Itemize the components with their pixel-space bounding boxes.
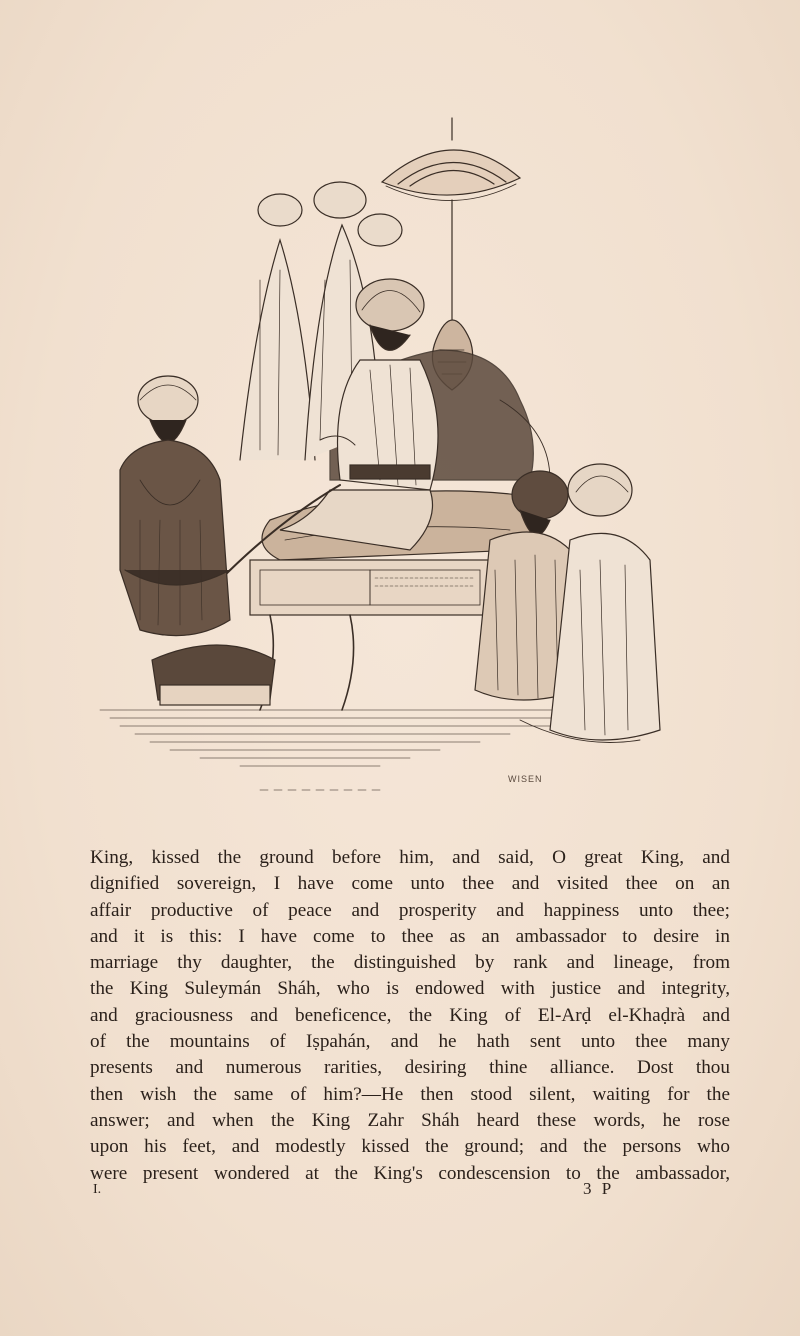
text-line: dignified sovereign, I have come unto thee and visited thee on an (90, 873, 730, 895)
text-line: and it is this: I have come to thee as an ambassador to desire in (90, 925, 730, 947)
text-line: were present wondered at the King's condescension to the ambassador, (90, 1162, 730, 1184)
text-line: then wish the same of him?—He then stood silent, waiting for the (90, 1083, 730, 1105)
text-line: upon his feet, and modestly kissed the ground; and the persons who (90, 1136, 730, 1158)
text-line: and graciousness and beneficence, the King of El-Arḍ el-Khaḍrà and (90, 1004, 730, 1026)
text-line: affair productive of peace and prosperity and happiness unto thee; (90, 899, 730, 921)
text-line: marriage thy daughter, the distinguished by rank and lineage, from (90, 952, 730, 974)
signature-mark: 3 P (583, 1179, 615, 1198)
text-line: presents and numerous rarities, desiring thine alliance. Dost thou (90, 1057, 730, 1079)
volume-mark: I. (93, 1182, 102, 1197)
text-line: King, kissed the ground before him, and said, O great King, and (90, 847, 730, 868)
parasol (382, 118, 520, 390)
kneeling-man-left (120, 376, 230, 636)
engraving-illustration (80, 100, 680, 820)
text-line: answer; and when the King Zahr Sháh heard these words, he rose (90, 1109, 730, 1131)
text-line: the King Suleymán Sháh, who is endowed with justice and integrity, (90, 978, 730, 1000)
engraver-signature: WISEN (508, 774, 543, 784)
text-line: of the mountains of Iṣpahán, and he hath sent unto thee many (90, 1031, 730, 1053)
body-text (90, 845, 730, 1187)
